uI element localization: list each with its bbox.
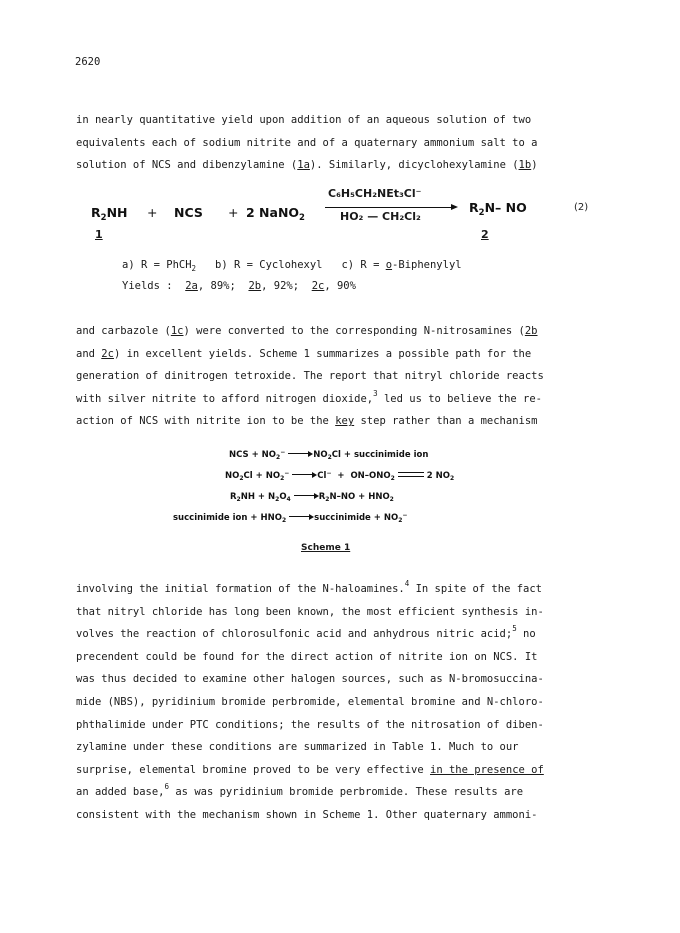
text-line: involving the initial formation of the N-haloamines.$^4$ In spite of the fact	[76, 579, 543, 595]
text-line: in nearly quantitative yield upon addition of an aqueous solution of two	[76, 114, 532, 126]
page-number: 2620	[75, 56, 101, 68]
text-line: with silver nitrite to afford nitrogen dioxide,$^3$ led us to believe the re-	[76, 388, 543, 405]
arrow-icon	[288, 453, 310, 454]
scheme-title: Scheme 1	[301, 543, 351, 553]
scheme-row-1: NCS + $NO_2^-$ $NO_2Cl$ + succinimide ion	[229, 449, 429, 461]
catalyst-label: C₆H₅CH₂NEt₃Cl⁻	[328, 187, 422, 200]
paragraph-1	[76, 109, 616, 177]
paragraph-3	[76, 578, 616, 827]
plus-sign: +	[147, 205, 158, 220]
text-line: zylamine under these conditions are summarized in Table 1. Much to our	[76, 741, 519, 754]
text-line: solution of NCS and dibenzylamine (1a). Similarly, dicyclohexylamine (1b)	[76, 159, 538, 172]
text-line: that nitryl chloride has long been known, the most efficient synthesis in-	[76, 605, 544, 618]
text-line: phthalimide under PTC conditions; the results of the nitrosation of diben-	[76, 718, 544, 731]
compound-label-1: 1	[95, 228, 103, 241]
text-line: and 2c) in excellent yields. Scheme 1 summarizes a possible path for the	[76, 347, 532, 360]
text-line: and carbazole (1c) were converted to the corresponding N-nitrosamines (2b	[76, 325, 538, 337]
text-line: mide (NBS), pyridinium bromide perbromide, elemental bromine and N-chloro-	[76, 695, 544, 708]
text-line: consistent with the mechanism shown in Scheme 1. Other quaternary ammoni-	[76, 808, 538, 821]
scheme-row-4: succinimide ion + $HNO_2$ succinimide + $NO_2^-$	[173, 512, 408, 524]
compound-ref-1b: 1b	[518, 159, 532, 172]
text-line: surprise, elemental bromine proved to be very effective in the presence of	[76, 763, 544, 776]
compound-ref-1a: 1a	[297, 159, 310, 172]
text-line: was thus decided to examine other halogen sources, such as N-bromosuccina-	[76, 673, 544, 686]
text-line: equivalents each of sodium nitrite and of a quaternary ammonium salt to a	[76, 136, 538, 149]
arrow-icon	[289, 516, 311, 517]
paragraph-2	[76, 320, 616, 433]
text-line: precendent could be found for the direct action of nitrite ion on NCS. It	[76, 650, 538, 663]
arrow-icon	[292, 474, 314, 475]
scheme-row-2: $NO_2Cl + NO_2^-$ $Cl^- + ON-ONO_2$ 2 $NO_2$	[225, 470, 455, 482]
yields-line: Yields : 2a, 89%; 2b, 92%; 2c, 90%	[122, 280, 356, 292]
scheme-row-3: $R_2NH + N_2O_4$ $R_2N-NO + HNO_2$	[230, 492, 394, 503]
equation-number: (2)	[574, 202, 589, 213]
solvent-label: HO₂ — CH₂Cl₂	[340, 210, 421, 223]
reactant-sodium-nitrite: 2 NaNO$_2$	[246, 205, 305, 223]
product-nitrosamine: $R_2N-$ NO	[469, 200, 527, 218]
text-line: volves the reaction of chlorosulfonic acid and anhydrous nitric acid;$^5$ no	[76, 624, 536, 641]
reactant-ncs: NCS	[174, 205, 203, 220]
text-line: an added base,$^6$ as was pyridinium bromide perbromide. These results are	[76, 782, 524, 799]
equilibrium-arrow-icon	[398, 472, 424, 478]
arrow-icon	[294, 495, 316, 496]
reactant-amine: $R_2NH$	[91, 205, 128, 223]
arrow-head-icon	[451, 204, 458, 210]
plus-sign: +	[228, 205, 239, 220]
substituent-definitions: a) R = PhCH$_2$ b) R = Cyclohexyl c) R = o-Biphenylyl	[122, 259, 462, 273]
text-line: action of NCS with nitrite ion to be the key step rather than a mechanism	[76, 415, 538, 428]
reaction-arrow	[325, 207, 453, 208]
compound-label-2: 2	[481, 228, 489, 241]
text-line: generation of dinitrogen tetroxide. The report that nitryl chloride reacts	[76, 370, 544, 383]
